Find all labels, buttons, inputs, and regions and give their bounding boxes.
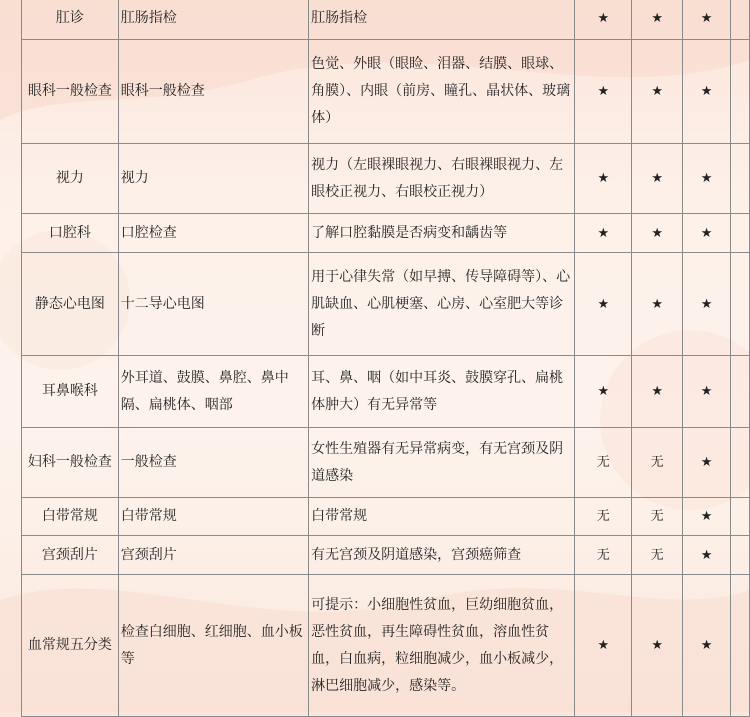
detail-cell: 色觉、外眼（眼睑、泪器、结膜、眼球、角膜）、内眼（前房、瞳孔、晶状体、玻璃体） (309, 40, 575, 144)
item-cell: 检查白细胞、红细胞、血小板等 (118, 575, 308, 717)
category-cell: 静态心电图 (22, 253, 119, 356)
table-row (22, 536, 750, 575)
category-cell: 口腔科 (22, 214, 119, 253)
item-cell: 宫颈刮片 (118, 536, 308, 575)
item-cell: 一般检查 (118, 428, 308, 498)
exam-items-table (21, 0, 750, 717)
mark-cell: 无 (575, 428, 632, 498)
mark-cell: ★ (683, 40, 731, 144)
mark-cell: ★ (575, 144, 632, 214)
item-cell: 视力 (118, 144, 308, 214)
category-cell: 妇科一般检查 (22, 428, 119, 498)
mark-cell: ★ (683, 356, 731, 428)
mark-cell: ★ (575, 356, 632, 428)
table-row (22, 428, 750, 498)
detail-cell: 白带常规 (309, 498, 575, 536)
table-row (22, 575, 750, 717)
mark-cell: ★ (683, 144, 731, 214)
table-row (22, 144, 750, 214)
mark-cell: 无 (632, 536, 683, 575)
table-row (22, 0, 750, 40)
category-cell: 肛诊 (22, 0, 119, 40)
mark-cell: ★ (632, 253, 683, 356)
mark-cell: ★ (632, 575, 683, 717)
mark-cell: 无 (575, 536, 632, 575)
mark-cell: 无 (632, 498, 683, 536)
mark-cell: ★ (683, 536, 731, 575)
detail-cell: 可提示：小细胞性贫血，巨幼细胞贫血，恶性贫血，再生障碍性贫血，溶血性贫血，白血病，粒细胞减少，血小板减少，淋巴细胞减少，感染等。 (309, 575, 575, 717)
mark-cell: ★ (632, 40, 683, 144)
table-row (22, 356, 750, 428)
item-cell: 外耳道、鼓膜、鼻腔、鼻中隔、扁桃体、咽部 (118, 356, 308, 428)
mark-cell: ★ (632, 356, 683, 428)
detail-cell: 女性生殖器有无异常病变，有无宫颈及阴道感染 (309, 428, 575, 498)
table-row (22, 498, 750, 536)
mark-cell: ★ (683, 498, 731, 536)
item-cell: 眼科一般检查 (118, 40, 308, 144)
mark-cell: ★ (683, 575, 731, 717)
category-cell: 耳鼻喉科 (22, 356, 119, 428)
mark-cell: ★ (575, 575, 632, 717)
mark-cell: ★ (575, 40, 632, 144)
mark-cell: ★ (575, 214, 632, 253)
item-cell: 口腔检查 (118, 214, 308, 253)
table-row (22, 214, 750, 253)
detail-cell: 用于心律失常（如早搏、传导障碍等）、心肌缺血、心肌梗塞、心房、心室肥大等诊断 (309, 253, 575, 356)
mark-cell: ★ (632, 0, 683, 40)
mark-cell: ★ (683, 0, 731, 40)
category-cell: 宫颈刮片 (22, 536, 119, 575)
category-cell: 视力 (22, 144, 119, 214)
detail-cell: 有无宫颈及阴道感染，宫颈癌筛查 (309, 536, 575, 575)
detail-cell: 肛肠指检 (309, 0, 575, 40)
mark-cell: ★ (575, 253, 632, 356)
detail-cell: 了解口腔黏膜是否病变和龋齿等 (309, 214, 575, 253)
table-row (22, 253, 750, 356)
mark-cell: 无 (575, 498, 632, 536)
item-cell: 肛肠指检 (118, 0, 308, 40)
table-row (22, 40, 750, 144)
mark-cell: ★ (683, 214, 731, 253)
mark-cell: ★ (632, 214, 683, 253)
mark-cell: ★ (575, 0, 632, 40)
item-cell: 白带常规 (118, 498, 308, 536)
detail-cell: 耳、鼻、咽（如中耳炎、鼓膜穿孔、扁桃体肿大）有无异常等 (309, 356, 575, 428)
category-cell: 眼科一般检查 (22, 40, 119, 144)
detail-cell: 视力（左眼裸眼视力、右眼裸眼视力、左眼校正视力、右眼校正视力） (309, 144, 575, 214)
mark-cell: ★ (632, 144, 683, 214)
category-cell: 血常规五分类 (22, 575, 119, 717)
mark-cell: ★ (683, 253, 731, 356)
item-cell: 十二导心电图 (118, 253, 308, 356)
mark-cell: 无 (632, 428, 683, 498)
category-cell: 白带常规 (22, 498, 119, 536)
mark-cell: ★ (683, 428, 731, 498)
